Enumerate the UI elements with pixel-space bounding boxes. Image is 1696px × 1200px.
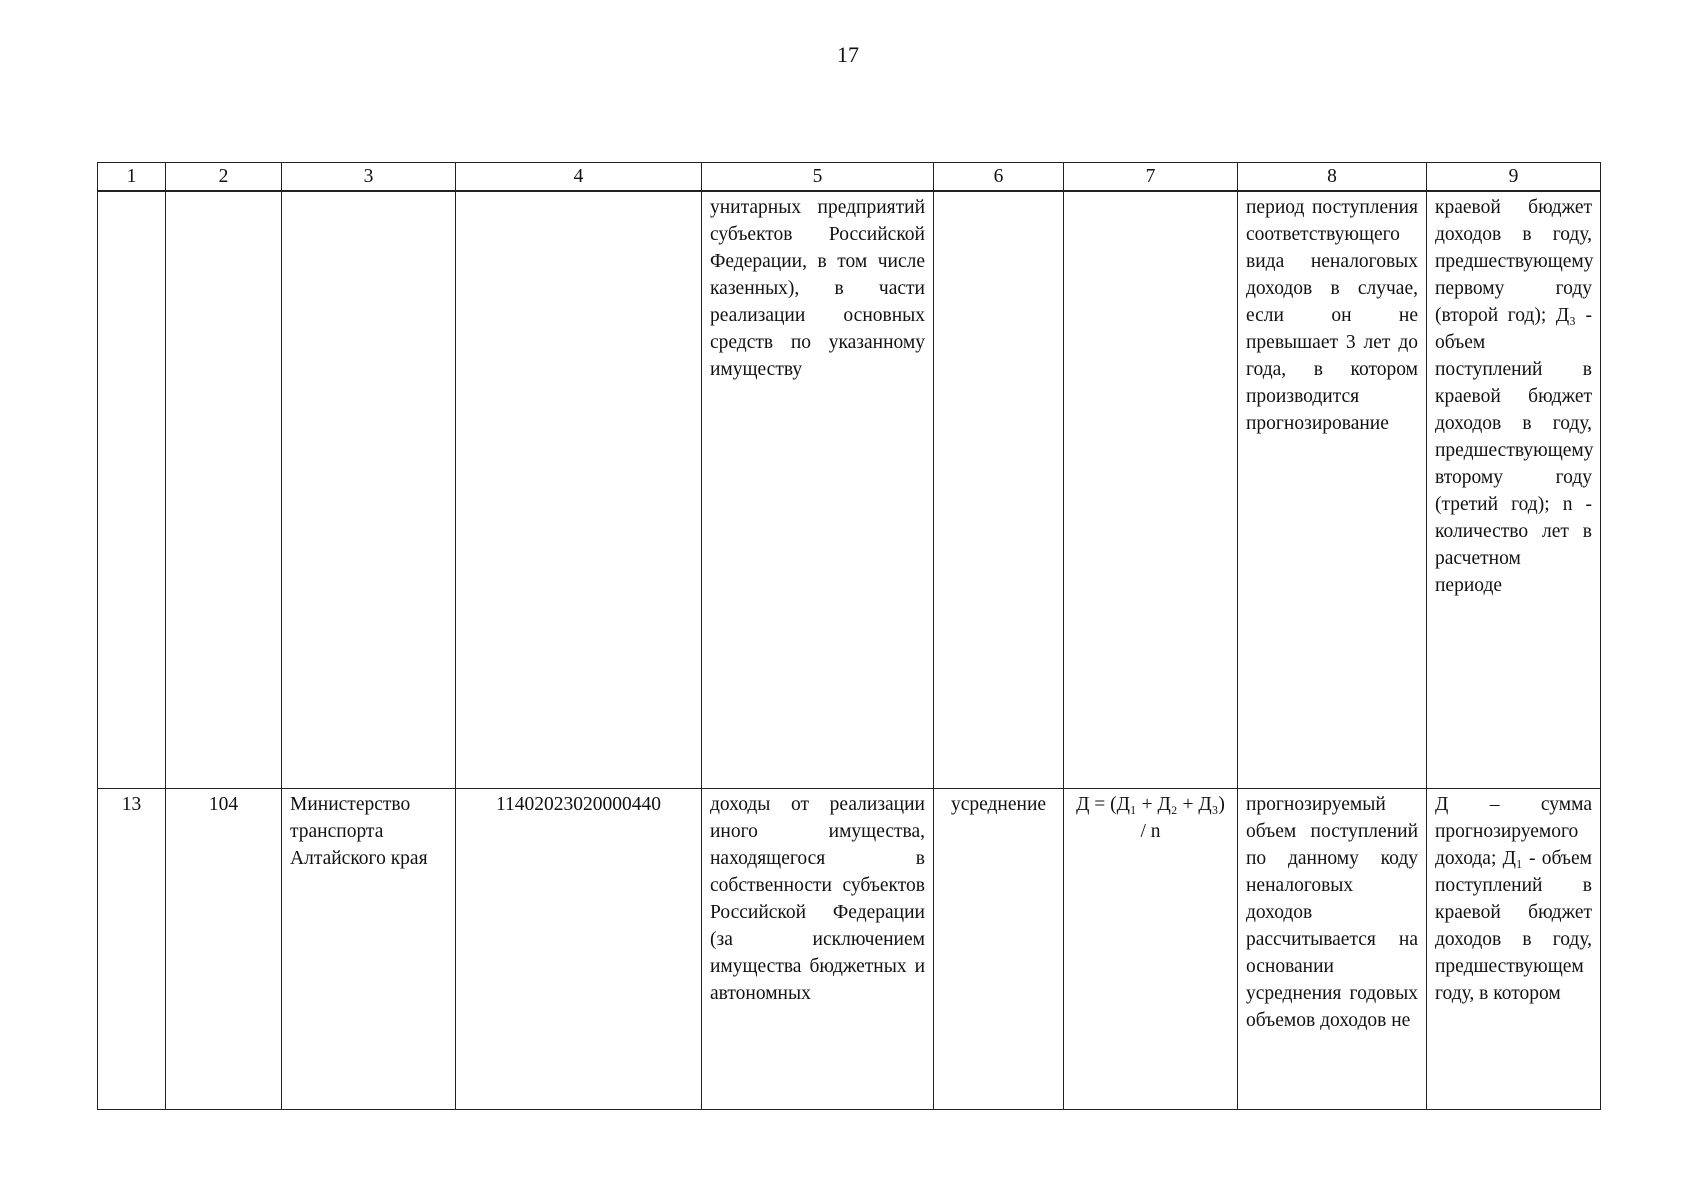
cell-revenue-description: доходы от реализации иного имущества, находящегося в собственности субъектов Российской Федерации (за исключением имущества бюджетных и автономных <box>702 789 934 1110</box>
column-header-4: 4 <box>456 163 702 192</box>
column-header-9: 9 <box>1427 163 1601 192</box>
cell-empty <box>934 191 1064 789</box>
cell-empty <box>282 191 456 789</box>
cell-empty <box>98 191 166 789</box>
cell-calculation-description: период поступления соответствующего вида неналоговых доходов в случае, если он не превышает 3 лет до года, в котором производится прогнозирование <box>1238 191 1427 789</box>
cell-budget-classification-code: 11402023020000440 <box>456 789 702 1110</box>
column-header-2: 2 <box>166 163 282 192</box>
cell-admin-code: 104 <box>166 789 282 1110</box>
cell-administrator-name: Министерство транспорта Алтайского края <box>282 789 456 1110</box>
cell-row-number: 13 <box>98 789 166 1110</box>
cell-empty <box>456 191 702 789</box>
column-header-6: 6 <box>934 163 1064 192</box>
header-row <box>98 163 1601 192</box>
column-header-1: 1 <box>98 163 166 192</box>
column-header-3: 3 <box>282 163 456 192</box>
cell-forecast-method: усреднение <box>934 789 1064 1110</box>
cell-revenue-description: унитарных предприятий субъектов Российской Федерации, в том числе казенных), в части реализации основных средств по указанному имуществу <box>702 191 934 789</box>
column-header-8: 8 <box>1238 163 1427 192</box>
cell-formula: Д = (Д₁ + Д₂ + Д₃) / n <box>1064 789 1238 1110</box>
cell-calculation-description: прогнозируемый объем поступлений по данному коду неналоговых доходов рассчитывается на основании усреднения годовых объемов доходов не <box>1238 789 1427 1110</box>
cell-indicator-description: Д – сумма прогнозируемого дохода; Д₁ - объем поступлений в краевой бюджет доходов в году, предшествующем году, в котором <box>1427 789 1601 1110</box>
table-row-13 <box>98 789 1601 1110</box>
revenue-forecast-table <box>97 162 1601 1110</box>
cell-indicator-description: краевой бюджет доходов в году, предшествующему первому году (второй год); Д₃ - объем поступлений в краевой бюджет доходов в году, предшествующему второму году (третий год); n - количество лет в расчетном периоде <box>1427 191 1601 789</box>
column-header-7: 7 <box>1064 163 1238 192</box>
column-header-5: 5 <box>702 163 934 192</box>
cell-empty <box>166 191 282 789</box>
cell-empty <box>1064 191 1238 789</box>
table-row-continuation <box>98 191 1601 789</box>
page-number: 17 <box>837 42 859 67</box>
